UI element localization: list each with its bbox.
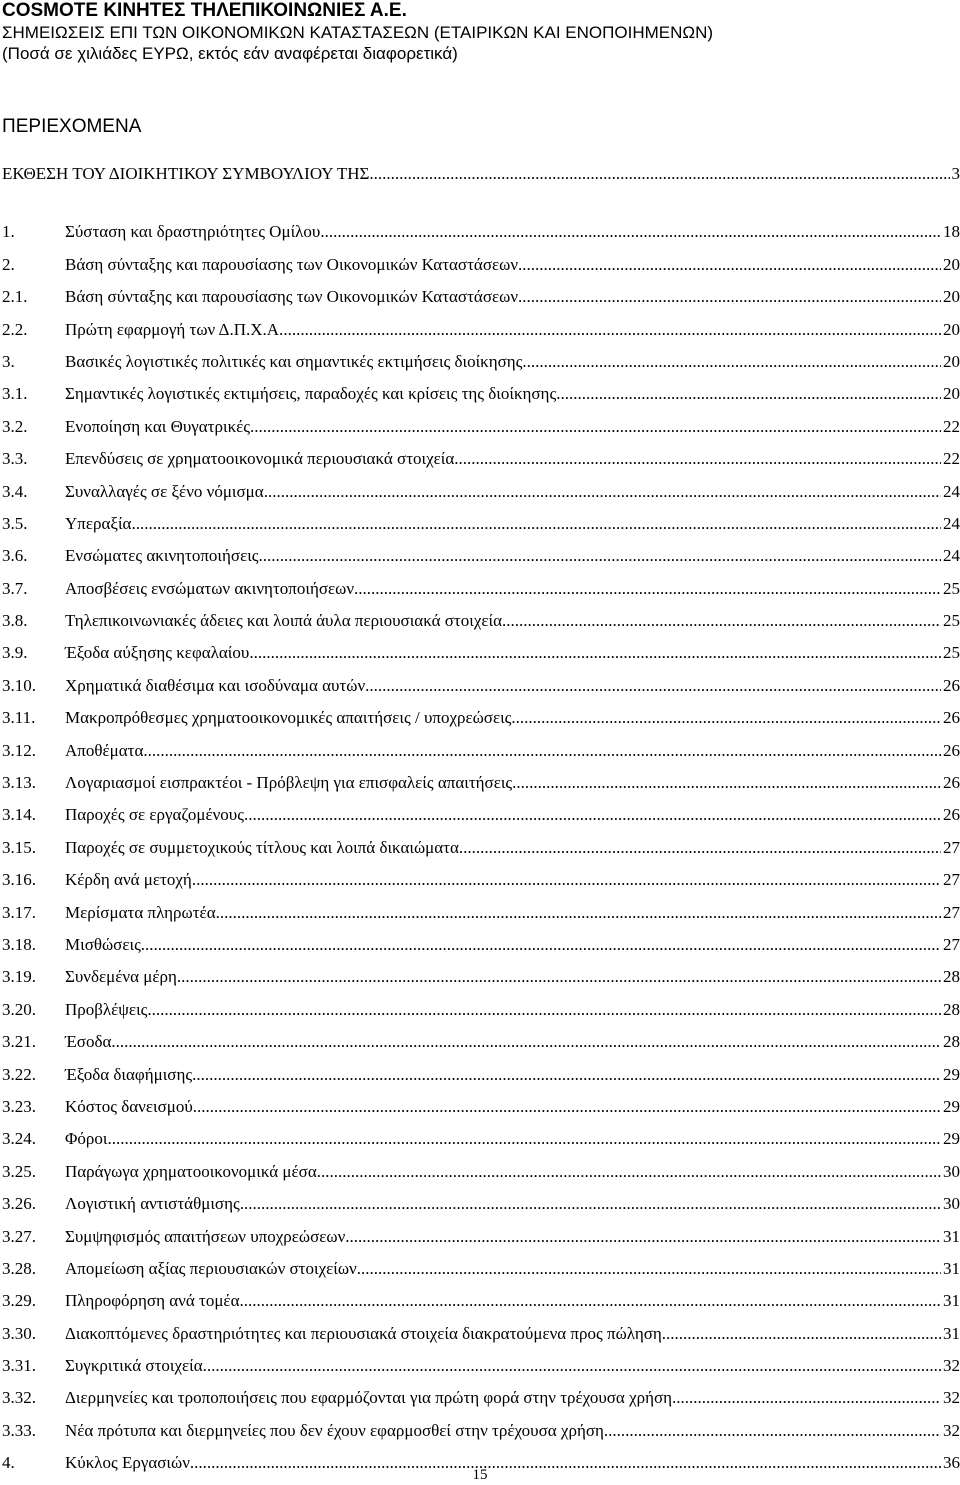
toc-entry-number: 3.9. xyxy=(2,643,28,663)
toc-entry-page: 27 xyxy=(943,870,960,890)
amounts-note: (Ποσά σε χιλιάδες ΕΥΡΩ, εκτός εάν αναφέρεται διαφορετικά) xyxy=(2,44,458,63)
toc-entry-page: 27 xyxy=(943,934,960,954)
toc-leader-dots xyxy=(365,675,941,697)
toc-entry-page: 30 xyxy=(943,1161,960,1181)
toc-entry[interactable] xyxy=(2,804,960,836)
toc-entry-number: 4. xyxy=(2,1453,15,1473)
toc-entry[interactable] xyxy=(2,869,960,901)
toc-entry-page: 22 xyxy=(943,416,960,436)
toc-entry-number: 3.27. xyxy=(2,1226,36,1246)
toc-leader-dots xyxy=(107,1128,941,1150)
toc-entry-title: Έξοδα διαφήμισης xyxy=(65,1064,193,1084)
toc-entry-page: 20 xyxy=(943,254,960,274)
toc-leader-dots xyxy=(111,1031,941,1053)
toc-leader-dots xyxy=(556,383,941,405)
toc-entry-number: 3.13. xyxy=(2,773,36,793)
toc-entry-page: 25 xyxy=(943,643,960,663)
toc-entry-number: 3.4. xyxy=(2,481,28,501)
toc-entry-number: 3.18. xyxy=(2,934,36,954)
toc-entry-page: 32 xyxy=(943,1388,960,1408)
toc-entry-title: Κύκλος Εργασιών xyxy=(65,1453,190,1473)
toc-entry-number: 3.23. xyxy=(2,1096,36,1116)
toc-entry-title: Μακροπρόθεσμες χρηματοοικονομικές απαιτήσεις / υποχρεώσεις xyxy=(65,708,512,728)
toc-entry-page: 29 xyxy=(943,1129,960,1149)
toc-entry[interactable] xyxy=(2,772,960,804)
toc-entry-title: Λογιστική αντιστάθμισης xyxy=(65,1194,240,1214)
toc-entry-number: 3.20. xyxy=(2,999,36,1019)
toc-entry-title: Παροχές σε συμμετοχικούς τίτλους και λοιπά δικαιώματα xyxy=(65,837,459,857)
toc-entry-number: 3.8. xyxy=(2,611,28,631)
toc-entry-page: 31 xyxy=(943,1226,960,1246)
toc-entry-number: 2.2. xyxy=(2,319,28,339)
toc-entry-page: 26 xyxy=(943,773,960,793)
table-of-contents xyxy=(2,163,960,1485)
toc-entry-number: 3.24. xyxy=(2,1129,36,1149)
toc-entry-title: Συναλλαγές σε ξένο νόμισμα xyxy=(65,481,264,501)
toc-entry-number: 3.22. xyxy=(2,1064,36,1084)
toc-leader-dots xyxy=(131,513,941,535)
toc-entry[interactable] xyxy=(2,1323,960,1355)
toc-entry[interactable] xyxy=(2,1031,960,1063)
toc-entry[interactable] xyxy=(2,1355,960,1387)
toc-entry-title: Χρηματικά διαθέσιμα και ισοδύναμα αυτών xyxy=(65,675,366,695)
toc-leader-dots xyxy=(604,1420,941,1442)
toc-entry-title: Σημαντικές λογιστικές εκτιμήσεις, παραδοχές και κρίσεις της διοίκησης xyxy=(65,384,557,404)
toc-entry-page: 24 xyxy=(943,481,960,501)
toc-entry-number: 3.11. xyxy=(2,708,36,728)
toc-entry-number: 3.12. xyxy=(2,740,36,760)
toc-leader-dots xyxy=(518,254,941,276)
toc-entry[interactable] xyxy=(2,902,960,934)
toc-entry-page: 24 xyxy=(943,546,960,566)
toc-entry-page: 32 xyxy=(943,1420,960,1440)
toc-entry[interactable] xyxy=(2,1258,960,1290)
toc-entry-title: Πρώτη εφαρμογή των Δ.Π.Χ.Α. xyxy=(65,319,284,339)
toc-entry-page: 36 xyxy=(943,1453,960,1473)
toc-leader-dots xyxy=(239,1290,941,1312)
toc-entry-title: Υπεραξία xyxy=(65,513,132,533)
toc-leader-dots xyxy=(522,351,941,373)
toc-leader-dots xyxy=(502,610,941,632)
toc-entry-title: Βάση σύνταξης και παρουσίασης των Οικονομικών Καταστάσεων xyxy=(65,287,519,307)
toc-spacer xyxy=(2,195,960,221)
toc-leader-dots xyxy=(317,1161,941,1183)
toc-leader-dots xyxy=(672,1387,941,1409)
toc-entry-main[interactable] xyxy=(2,163,960,195)
toc-entry-title: Συνδεμένα μέρη xyxy=(65,967,177,987)
toc-leader-dots xyxy=(192,1064,941,1086)
toc-leader-dots xyxy=(141,934,941,956)
toc-entry-page: 26 xyxy=(943,805,960,825)
toc-entry-page: 31 xyxy=(943,1258,960,1278)
toc-entry-number: 3.3. xyxy=(2,449,28,469)
toc-entry-page: 28 xyxy=(943,967,960,987)
toc-entry-title: Κέρδη ανά μετοχή xyxy=(65,870,192,890)
toc-entry-title: Κόστος δανεισμού xyxy=(65,1096,193,1116)
toc-leader-dots xyxy=(354,578,941,600)
toc-entry-number: 2.1. xyxy=(2,287,28,307)
toc-entry[interactable] xyxy=(2,837,960,869)
toc-entry-title: Λογαριασμοί εισπρακτέοι - Πρόβλεψη για επισφαλείς απαιτήσεις xyxy=(65,773,513,793)
toc-leader-dots xyxy=(283,319,941,341)
toc-entry-title: Μερίσματα πληρωτέα xyxy=(65,902,216,922)
company-name: COSMOTE ΚΙΝΗΤΕΣ ΤΗΛΕΠΙΚΟΙΝΩΝΙΕΣ Α.Ε. xyxy=(2,0,407,21)
toc-entry-title: Βασικές λογιστικές πολιτικές και σημαντικές εκτιμήσεις διοίκησης xyxy=(65,351,523,371)
toc-entry-page: 26 xyxy=(943,740,960,760)
toc-leader-dots xyxy=(662,1323,941,1345)
toc-entry-page: 26 xyxy=(943,675,960,695)
toc-entry[interactable] xyxy=(2,1161,960,1193)
toc-leader-dots xyxy=(147,999,941,1021)
toc-entry[interactable] xyxy=(2,1226,960,1258)
toc-leader-dots xyxy=(459,837,941,859)
toc-leader-dots xyxy=(193,1096,941,1118)
toc-entry-title: Απομείωση αξίας περιουσιακών στοιχείων xyxy=(65,1258,357,1278)
toc-entry-number: 3.16. xyxy=(2,870,36,890)
toc-entry-number: 3.10. xyxy=(2,675,36,695)
toc-entry-title: Σύσταση και δραστηριότητες Ομίλου xyxy=(65,222,321,242)
toc-entry-number: 3.19. xyxy=(2,967,36,987)
toc-entry-title: Πληροφόρηση ανά τομέα xyxy=(65,1291,240,1311)
toc-entry-number: 3.30. xyxy=(2,1323,36,1343)
toc-entry-page: 20 xyxy=(943,351,960,371)
toc-entry-number: 3.26. xyxy=(2,1194,36,1214)
toc-list xyxy=(2,221,960,1484)
toc-entry-page: 20 xyxy=(943,287,960,307)
toc-entry-title: Προβλέψεις xyxy=(65,999,148,1019)
toc-leader-dots xyxy=(357,1258,941,1280)
toc-leader-dots xyxy=(216,902,941,924)
toc-entry-title: Φόροι xyxy=(65,1129,108,1149)
toc-entry-page: 32 xyxy=(943,1356,960,1376)
toc-entry-number: 2. xyxy=(2,254,15,274)
toc-leader-dots xyxy=(244,804,941,826)
toc-entry-title: Αποσβέσεις ενσώματων ακινητοποιήσεων xyxy=(65,578,355,598)
toc-entry-title: ΕΚΘΕΣΗ ΤΟΥ ΔΙΟΙΚΗΤΙΚΟΥ ΣΥΜΒΟΥΛΙΟΥ ΤΗΣ xyxy=(2,164,370,183)
toc-entry[interactable] xyxy=(2,707,960,739)
toc-entry-number: 3.17. xyxy=(2,902,36,922)
toc-entry[interactable] xyxy=(2,513,960,545)
toc-leader-dots xyxy=(192,869,941,891)
toc-entry-number: 3.29. xyxy=(2,1291,36,1311)
toc-leader-dots xyxy=(143,740,941,762)
toc-leader-dots xyxy=(203,1355,941,1377)
toc-leader-dots xyxy=(249,642,941,664)
toc-entry[interactable] xyxy=(2,966,960,998)
toc-entry[interactable] xyxy=(2,1193,960,1225)
toc-entry-number: 3.32. xyxy=(2,1388,36,1408)
toc-entry-page: 26 xyxy=(943,708,960,728)
toc-entry[interactable] xyxy=(2,383,960,415)
toc-entry-number: 3.6. xyxy=(2,546,28,566)
toc-entry-page: 24 xyxy=(943,513,960,533)
toc-entry[interactable] xyxy=(2,286,960,318)
toc-entry-title: Αποθέματα xyxy=(65,740,144,760)
toc-leader-dots xyxy=(177,966,941,988)
toc-entry[interactable] xyxy=(2,1128,960,1160)
toc-entry[interactable] xyxy=(2,545,960,577)
toc-leader-dots xyxy=(259,545,941,567)
toc-entry-title: Παροχές σε εργαζομένους xyxy=(65,805,244,825)
toc-entry-number: 3.7. xyxy=(2,578,28,598)
toc-entry-page: 20 xyxy=(943,384,960,404)
toc-entry[interactable] xyxy=(2,642,960,674)
toc-entry-number: 3.31. xyxy=(2,1356,36,1376)
toc-leader-dots xyxy=(454,448,941,470)
toc-entry-title: Διακοπτόμενες δραστηριότητες και περιουσιακά στοιχεία διακρατούμενα προς πώληση xyxy=(65,1323,662,1343)
toc-entry-page: 31 xyxy=(943,1291,960,1311)
toc-entry[interactable] xyxy=(2,1096,960,1128)
toc-leader-dots xyxy=(511,707,941,729)
toc-entry-title: Συμψηφισμός απαιτήσεων υποχρεώσεων xyxy=(65,1226,346,1246)
toc-entry-number: 3.28. xyxy=(2,1258,36,1278)
toc-entry[interactable] xyxy=(2,319,960,351)
document-header xyxy=(2,0,952,64)
toc-entry-page: 29 xyxy=(943,1096,960,1116)
toc-entry-page: 25 xyxy=(943,578,960,598)
toc-entry-number: 1. xyxy=(2,222,15,242)
toc-entry[interactable] xyxy=(2,1064,960,1096)
toc-entry[interactable] xyxy=(2,448,960,480)
toc-entry[interactable] xyxy=(2,1387,960,1419)
toc-entry-title: Συγκριτικά στοιχεία xyxy=(65,1356,203,1376)
toc-entry[interactable] xyxy=(2,481,960,513)
toc-heading: ΠΕΡΙΕΧΟΜΕΝΑ xyxy=(2,116,142,137)
toc-entry-title: Έσοδα xyxy=(65,1032,112,1052)
toc-entry[interactable] xyxy=(2,610,960,642)
toc-entry-title: Βάση σύνταξης και παρουσίασης των Οικονομικών Καταστάσεων xyxy=(65,254,519,274)
toc-entry-page: 28 xyxy=(943,999,960,1019)
toc-entry-number: 3.5. xyxy=(2,513,28,533)
toc-entry-page: 27 xyxy=(943,837,960,857)
toc-entry[interactable] xyxy=(2,221,960,253)
toc-entry-page: 20 xyxy=(943,319,960,339)
toc-entry[interactable] xyxy=(2,416,960,448)
toc-entry-number: 3.15. xyxy=(2,837,36,857)
toc-entry[interactable] xyxy=(2,999,960,1031)
page-number: 15 xyxy=(472,1467,488,1483)
toc-leader-dots xyxy=(369,163,949,185)
toc-entry-number: 3.14. xyxy=(2,805,36,825)
toc-entry-number: 3.21. xyxy=(2,1032,36,1052)
toc-entry-page: 18 xyxy=(943,222,960,242)
toc-entry-page: 31 xyxy=(943,1323,960,1343)
toc-entry-title: Έξοδα αύξησης κεφαλαίου xyxy=(65,643,250,663)
toc-entry-page: 25 xyxy=(943,611,960,631)
toc-entry-page: 29 xyxy=(943,1064,960,1084)
toc-entry[interactable] xyxy=(2,675,960,707)
toc-entry-title: Μισθώσεις xyxy=(65,934,141,954)
toc-entry-number: 3. xyxy=(2,351,15,371)
toc-leader-dots xyxy=(518,286,941,308)
toc-entry-number: 3.2. xyxy=(2,416,28,436)
toc-leader-dots xyxy=(250,416,941,438)
toc-entry-title: Ενοποίηση και Θυγατρικές xyxy=(65,416,251,436)
toc-entry-title: Διερμηνείες και τροποποιήσεις που εφαρμόζονται για πρώτη φορά στην τρέχουσα χρήση xyxy=(65,1388,673,1408)
toc-entry[interactable] xyxy=(2,351,960,383)
toc-leader-dots xyxy=(320,221,941,243)
toc-leader-dots xyxy=(345,1226,941,1248)
toc-entry[interactable] xyxy=(2,934,960,966)
toc-entry[interactable] xyxy=(2,1420,960,1452)
toc-entry-number: 3.33. xyxy=(2,1420,36,1440)
toc-entry-title: Ενσώματες ακινητοποιήσεις xyxy=(65,546,259,566)
toc-entry-number: 3.25. xyxy=(2,1161,36,1181)
toc-entry-number: 3.1. xyxy=(2,384,28,404)
toc-leader-dots xyxy=(264,481,941,503)
toc-entry[interactable] xyxy=(2,740,960,772)
toc-entry-title: Νέα πρότυπα και διερμηνείες που δεν έχουν εφαρμοσθεί στην τρέχουσα χρήση xyxy=(65,1420,604,1440)
toc-leader-dots xyxy=(240,1193,941,1215)
document-subtitle: ΣΗΜΕΙΩΣΕΙΣ ΕΠΙ ΤΩΝ ΟΙΚΟΝΟΜΙΚΩΝ ΚΑΤΑΣΤΑΣΕΩΝ (ΕΤΑΙΡΙΚΩΝ ΚΑΙ ΕΝΟΠΟΙΗΜΕΝΩΝ) xyxy=(2,23,714,42)
toc-entry-page: 22 xyxy=(943,449,960,469)
toc-entry-title: Τηλεπικοινωνιακές άδειες και λοιπά άυλα περιουσιακά στοιχεία xyxy=(65,611,503,631)
toc-entry-page: 28 xyxy=(943,1032,960,1052)
toc-entry[interactable] xyxy=(2,578,960,610)
toc-entry-page: 27 xyxy=(943,902,960,922)
toc-entry[interactable] xyxy=(2,1290,960,1322)
toc-entry-page: 3 xyxy=(951,164,960,183)
toc-entry-title: Επενδύσεις σε χρηματοοικονομικά περιουσιακά στοιχεία xyxy=(65,449,455,469)
toc-entry[interactable] xyxy=(2,254,960,286)
toc-leader-dots xyxy=(512,772,941,794)
toc-entry-page: 30 xyxy=(943,1194,960,1214)
toc-entry-title: Παράγωγα χρηματοοικονομικά μέσα xyxy=(65,1161,317,1181)
